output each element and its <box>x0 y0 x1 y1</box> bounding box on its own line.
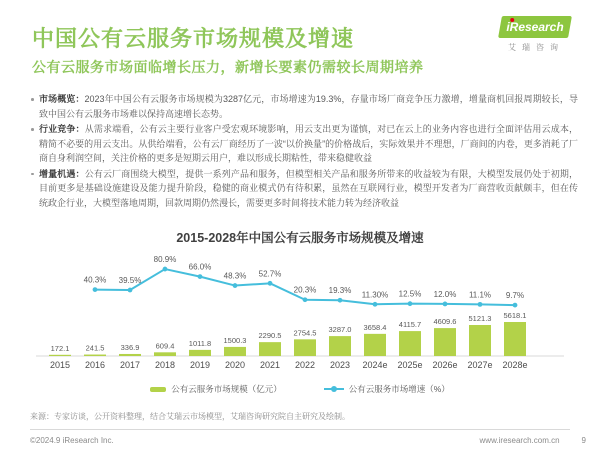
svg-text:4115.7: 4115.7 <box>398 320 422 330</box>
bullet-text: 2023年中国公有云服务市场规模为3287亿元，市场增速为19.3%，存量市场厂商竞争压力激增，增量商机回报周期较长，导致中国公有云服务市场难以保持高速增长态势。 <box>39 94 578 119</box>
footer-divider <box>30 429 570 430</box>
copyright-text: ©2024.9 iResearch Inc. <box>30 436 114 445</box>
svg-text:2017: 2017 <box>119 360 141 370</box>
legend-item-growth-rate <box>324 383 450 395</box>
legend-label: 公有云服务市场规模（亿元） <box>171 384 282 394</box>
svg-text:609.4: 609.4 <box>155 341 175 351</box>
bullet-market-overview <box>30 92 578 121</box>
svg-text:2020: 2020 <box>224 360 246 370</box>
bar-swatch-icon <box>150 387 166 392</box>
svg-text:3658.4: 3658.4 <box>363 322 387 332</box>
svg-text:80.9%: 80.9% <box>153 255 177 265</box>
iresearch-logo <box>500 16 572 53</box>
market-chart <box>30 246 570 378</box>
source-note: 来源：专家访谈，公开资料整理，结合艾瑞云市场模型，艾瑞咨询研究院自主研究及绘制。 <box>30 412 350 421</box>
svg-text:2023: 2023 <box>329 360 351 370</box>
svg-text:66.0%: 66.0% <box>188 262 212 272</box>
svg-text:11.1%: 11.1% <box>468 290 492 300</box>
svg-text:40.3%: 40.3% <box>83 275 107 285</box>
svg-text:20.3%: 20.3% <box>293 285 317 295</box>
svg-text:2021: 2021 <box>259 360 281 370</box>
chart-legend <box>0 383 600 395</box>
svg-text:336.9: 336.9 <box>120 342 140 352</box>
svg-text:48.3%: 48.3% <box>223 271 247 281</box>
logo-brand-text: iResearch <box>506 20 564 34</box>
svg-text:12.5%: 12.5% <box>398 289 422 299</box>
svg-text:11.30%: 11.30% <box>361 290 389 300</box>
svg-text:2016: 2016 <box>84 360 106 370</box>
svg-text:241.5: 241.5 <box>85 343 105 353</box>
bullet-industry-competition <box>30 122 578 166</box>
svg-text:2024e: 2024e <box>362 360 388 370</box>
bullet-text: 从需求端看，公有云主要行业客户受宏观环境影响，用云支出更为谨慎，对已在云上的业务内容也进行全面评估用云成本，精简不必要的用云支出。从供给端看，公有云厂商经历了一波“以价换量”的价格战后，实际效果并不理想，厂商间的内卷，更多消耗了厂商自身利润空间，关注价格的更多是短期云用户，难以形成长期粘性，带来稳健收益 <box>39 124 578 163</box>
svg-text:5618.1: 5618.1 <box>503 311 527 320</box>
page-number: 9 <box>581 436 586 445</box>
svg-text:2290.5: 2290.5 <box>258 331 282 341</box>
bullet-label: 行业竞争： <box>39 124 85 134</box>
svg-text:2027e: 2027e <box>467 360 493 370</box>
svg-text:2025e: 2025e <box>397 360 423 370</box>
footer <box>30 436 586 445</box>
svg-text:1500.3: 1500.3 <box>223 335 247 345</box>
logo-brand-chinese: 艾瑞咨询 <box>508 43 564 52</box>
chart-title: 2015-2028年中国公有云服务市场规模及增速 <box>176 231 424 245</box>
legend-label: 公有云服务市场增速（%） <box>348 384 450 394</box>
summary-bullet-list <box>30 92 578 211</box>
svg-text:2754.5: 2754.5 <box>293 328 317 338</box>
svg-text:2015: 2015 <box>49 360 71 370</box>
svg-text:12.0%: 12.0% <box>433 289 457 299</box>
svg-text:1011.8: 1011.8 <box>188 338 212 348</box>
legend-item-market-size <box>150 383 282 395</box>
svg-text:9.7%: 9.7% <box>505 291 525 301</box>
line-swatch-icon <box>324 388 344 390</box>
svg-text:4609.6: 4609.6 <box>433 317 457 327</box>
svg-text:39.5%: 39.5% <box>118 276 142 286</box>
svg-text:172.1: 172.1 <box>50 343 70 353</box>
svg-text:2022: 2022 <box>294 360 316 370</box>
bullet-label: 市场概览： <box>39 94 85 104</box>
svg-text:19.3%: 19.3% <box>328 286 352 296</box>
bullet-label: 增量机遇： <box>39 168 85 179</box>
website-url: www.iresearch.com.cn <box>479 436 560 445</box>
bullet-text: 公有云厂商围绕大模型，提供一系列产品和服务，但模型相关产品和服务所带来的收益较为有限，大模型发展仍处于初期，目前更多是基础设施建设及能力提升阶段，稳健的商业模式仍有待积累，虽然在互联网行业，模型开发者为厂商营收贡献颇丰，但在传统政企行业，大模型落地周期，回款周期仍然漫长，需要更多时间将技术能力转为经济收益 <box>39 168 578 208</box>
svg-text:2028e: 2028e <box>502 360 528 370</box>
iresearch-logo-band <box>498 16 572 38</box>
bullet-incremental-opportunity <box>30 167 578 211</box>
page-title: 中国公有云服务市场规模及增速 <box>32 26 355 51</box>
svg-text:2018: 2018 <box>154 360 176 370</box>
page-subtitle: 公有云服务市场面临增长压力，新增长要素仍需较长周期培养 <box>32 59 424 75</box>
svg-text:2019: 2019 <box>189 360 211 370</box>
svg-text:52.7%: 52.7% <box>258 269 282 279</box>
svg-text:5121.3: 5121.3 <box>468 314 492 324</box>
svg-text:2026e: 2026e <box>432 360 458 370</box>
svg-text:3287.0: 3287.0 <box>328 325 352 335</box>
